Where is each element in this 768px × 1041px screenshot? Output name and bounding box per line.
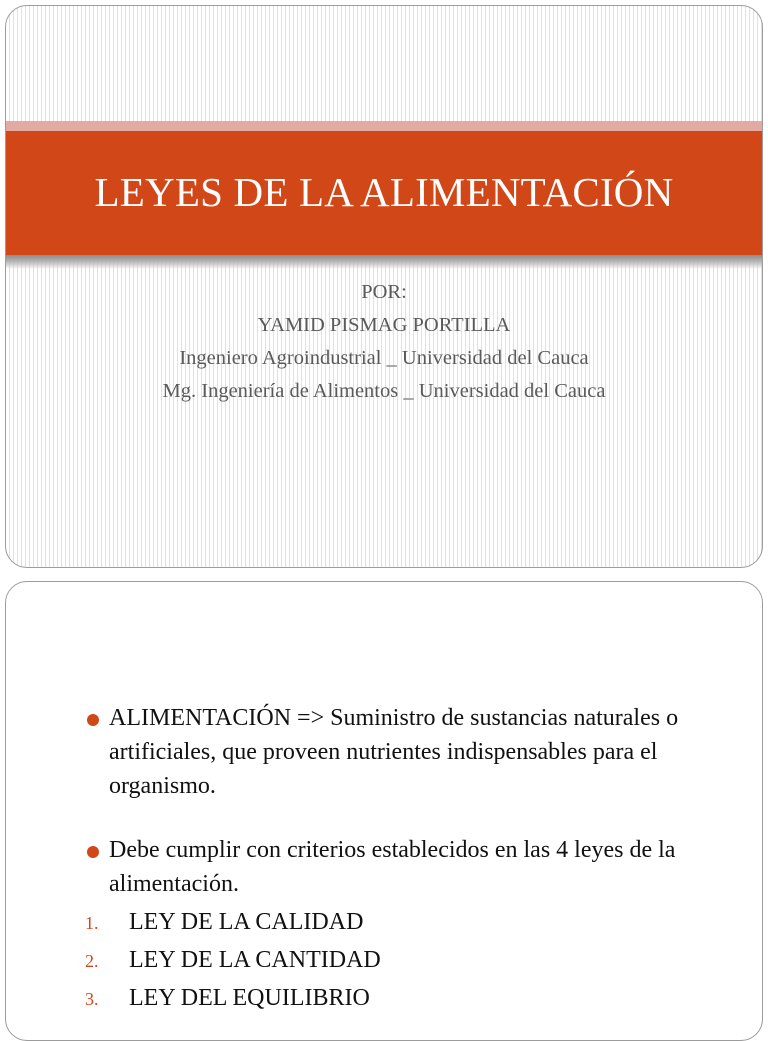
subtitle-line-masters: Mg. Ingeniería de Alimentos _ Universidad del Cauca [162, 380, 606, 402]
bullet-text: Debe cumplir con criterios establecidos en las 4 leyes de la alimentación. [109, 837, 676, 897]
list-number: 2. [85, 951, 99, 971]
list-item-text: LEY DE LA CALIDAD [129, 909, 364, 935]
list-item-text: LEY DE LA CANTIDAD [129, 947, 381, 973]
subtitle-line-degree: Ingeniero Agroindustrial _ Universidad del Cauca [179, 347, 589, 369]
numbered-item-quality [80, 903, 730, 941]
title-slide [5, 5, 763, 568]
subtitle-line-por: POR: [361, 281, 407, 303]
content-slide [5, 581, 763, 1041]
numbered-item-balance [80, 979, 730, 1017]
bullet-item-definition [80, 701, 730, 803]
bullet-dot-icon [87, 846, 99, 858]
title-band [6, 131, 762, 255]
subtitle-block [6, 276, 762, 408]
list-number: 1. [85, 913, 99, 933]
bullet-text: ALIMENTACIÓN => Suministro de sustancias naturales o artificiales, que proveen nutrientes indispensables para el organismo. [109, 705, 679, 799]
numbered-item-quantity [80, 941, 730, 979]
list-item-text: LEY DEL EQUILIBRIO [129, 985, 370, 1011]
list-number: 3. [85, 989, 99, 1009]
bullet-item-criteria [80, 833, 730, 901]
subtitle-line-author: YAMID PISMAG PORTILLA [257, 314, 511, 336]
bullet-dot-icon [87, 714, 99, 726]
title-band-shadow [6, 255, 762, 269]
title-band-highlight [6, 121, 762, 131]
slide-title: LEYES DE LA ALIMENTACIÓN [94, 169, 674, 215]
bullet-list [80, 701, 730, 1017]
